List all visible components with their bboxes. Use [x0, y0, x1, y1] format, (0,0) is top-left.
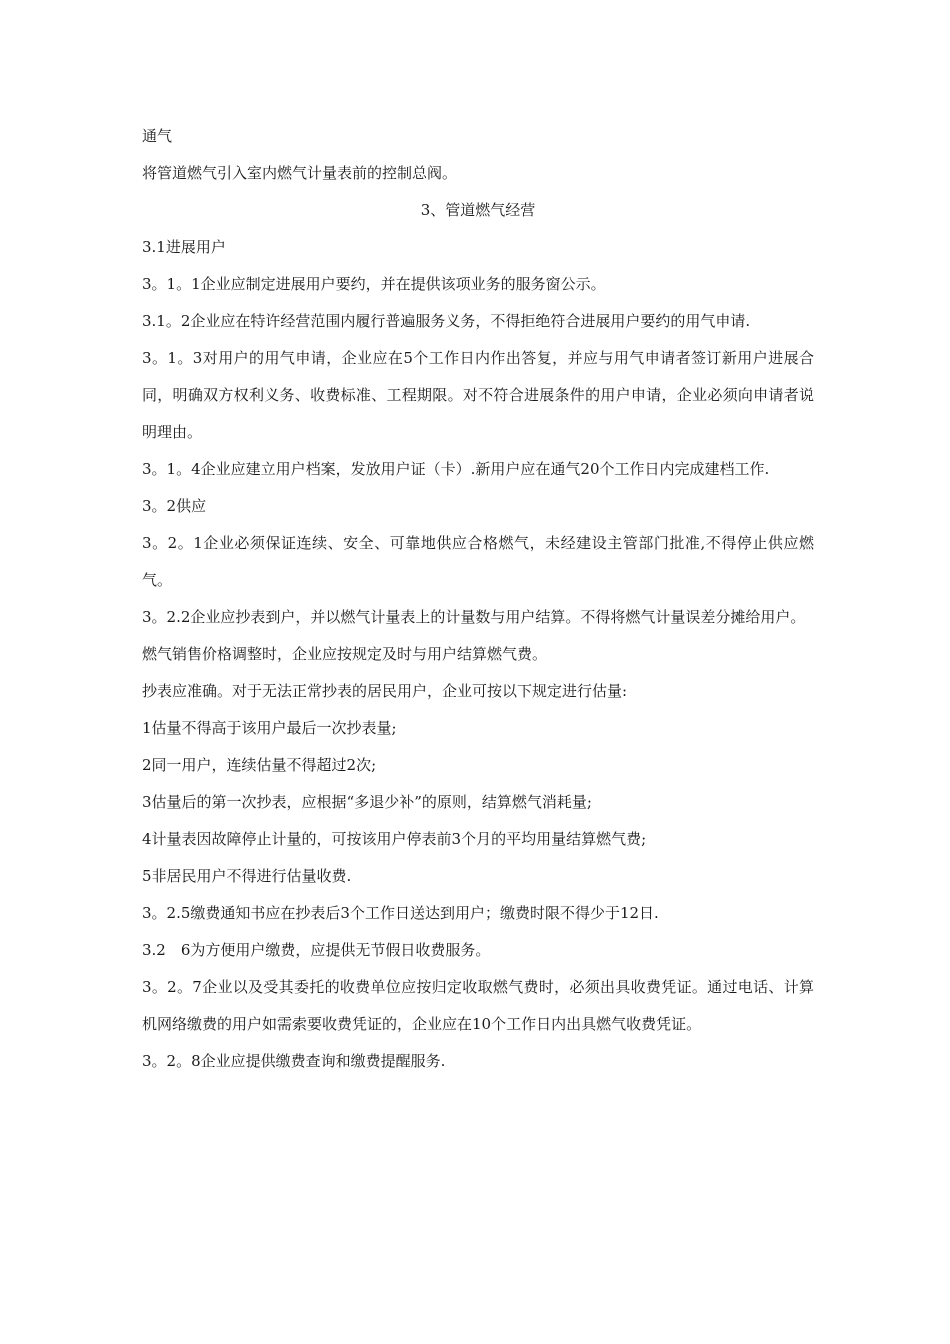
list-item: 2同一用户，连续估量不得超过2次; [142, 756, 377, 774]
paragraph: 3。2.2企业应抄表到户，并以燃气计量表上的计量数与用户结算。不得将燃气计量误差分摊给用户。 [142, 608, 806, 626]
paragraph: 3。2。8企业应提供缴费查询和缴费提醒服务. [142, 1052, 446, 1070]
document-body [142, 118, 814, 1080]
section-heading: 3、管道燃气经营 [420, 201, 536, 219]
list-item: 1估量不得高于该用户最后一次抄表量; [142, 719, 397, 737]
paragraph: 燃气销售价格调整时，企业应按规定及时与用户结算燃气费。 [142, 645, 548, 663]
list-item: 4计量表因故障停止计量的，可按该用户停表前3个月的平均用量结算燃气费; [142, 830, 647, 848]
paragraph: 3。1。1企业应制定进展用户要约，并在提供该项业务的服务窗公示。 [142, 275, 606, 293]
text-line: 将管道燃气引入室内燃气计量表前的控制总阀。 [142, 164, 458, 182]
paragraph: 3。1。3对用户的用气申请，企业应在5个工作日内作出答复，并应与用气申请者签订新用户进展合同，明确双方权利义务、收费标准、工程期限。对不符合进展条件的用户申请，企业必须向申请者说明理由。 [142, 349, 814, 441]
list-item: 5非居民用户不得进行估量收费. [142, 867, 352, 885]
subsection-heading: 3。2供应 [142, 497, 207, 515]
list-item: 3估量后的第一次抄表，应根据“多退少补”的原则，结算燃气消耗量; [142, 793, 592, 811]
paragraph: 3。1。4企业应建立用户档案，发放用户证（卡）.新用户应在通气20个工作日内完成建档工作. [142, 460, 770, 478]
subsection-heading: 3.1进展用户 [142, 238, 226, 256]
paragraph: 抄表应准确。对于无法正常抄表的居民用户，企业可按以下规定进行估量: [142, 682, 628, 700]
paragraph: 3。2。1企业必须保证连续、安全、可靠地供应合格燃气，未经建设主管部门批准,不得停止供应燃气。 [142, 534, 814, 589]
paragraph: 3。2.5缴费通知书应在抄表后3个工作日送达到用户；缴费时限不得少于12日. [142, 904, 659, 922]
paragraph: 3.1。2企业应在特许经营范围内履行普遍服务义务，不得拒绝符合进展用户要约的用气申请. [142, 312, 751, 330]
text-line: 通气 [142, 127, 173, 145]
paragraph: 3。2。7企业以及受其委托的收费单位应按归定收取燃气费时，必须出具收费凭证。通过电话、计算机网络缴费的用户如需索要收费凭证的，企业应在10个工作日内出具燃气收费凭证。 [142, 978, 814, 1033]
paragraph: 3.2 6为方便用户缴费，应提供无节假日收费服务。 [142, 941, 491, 959]
